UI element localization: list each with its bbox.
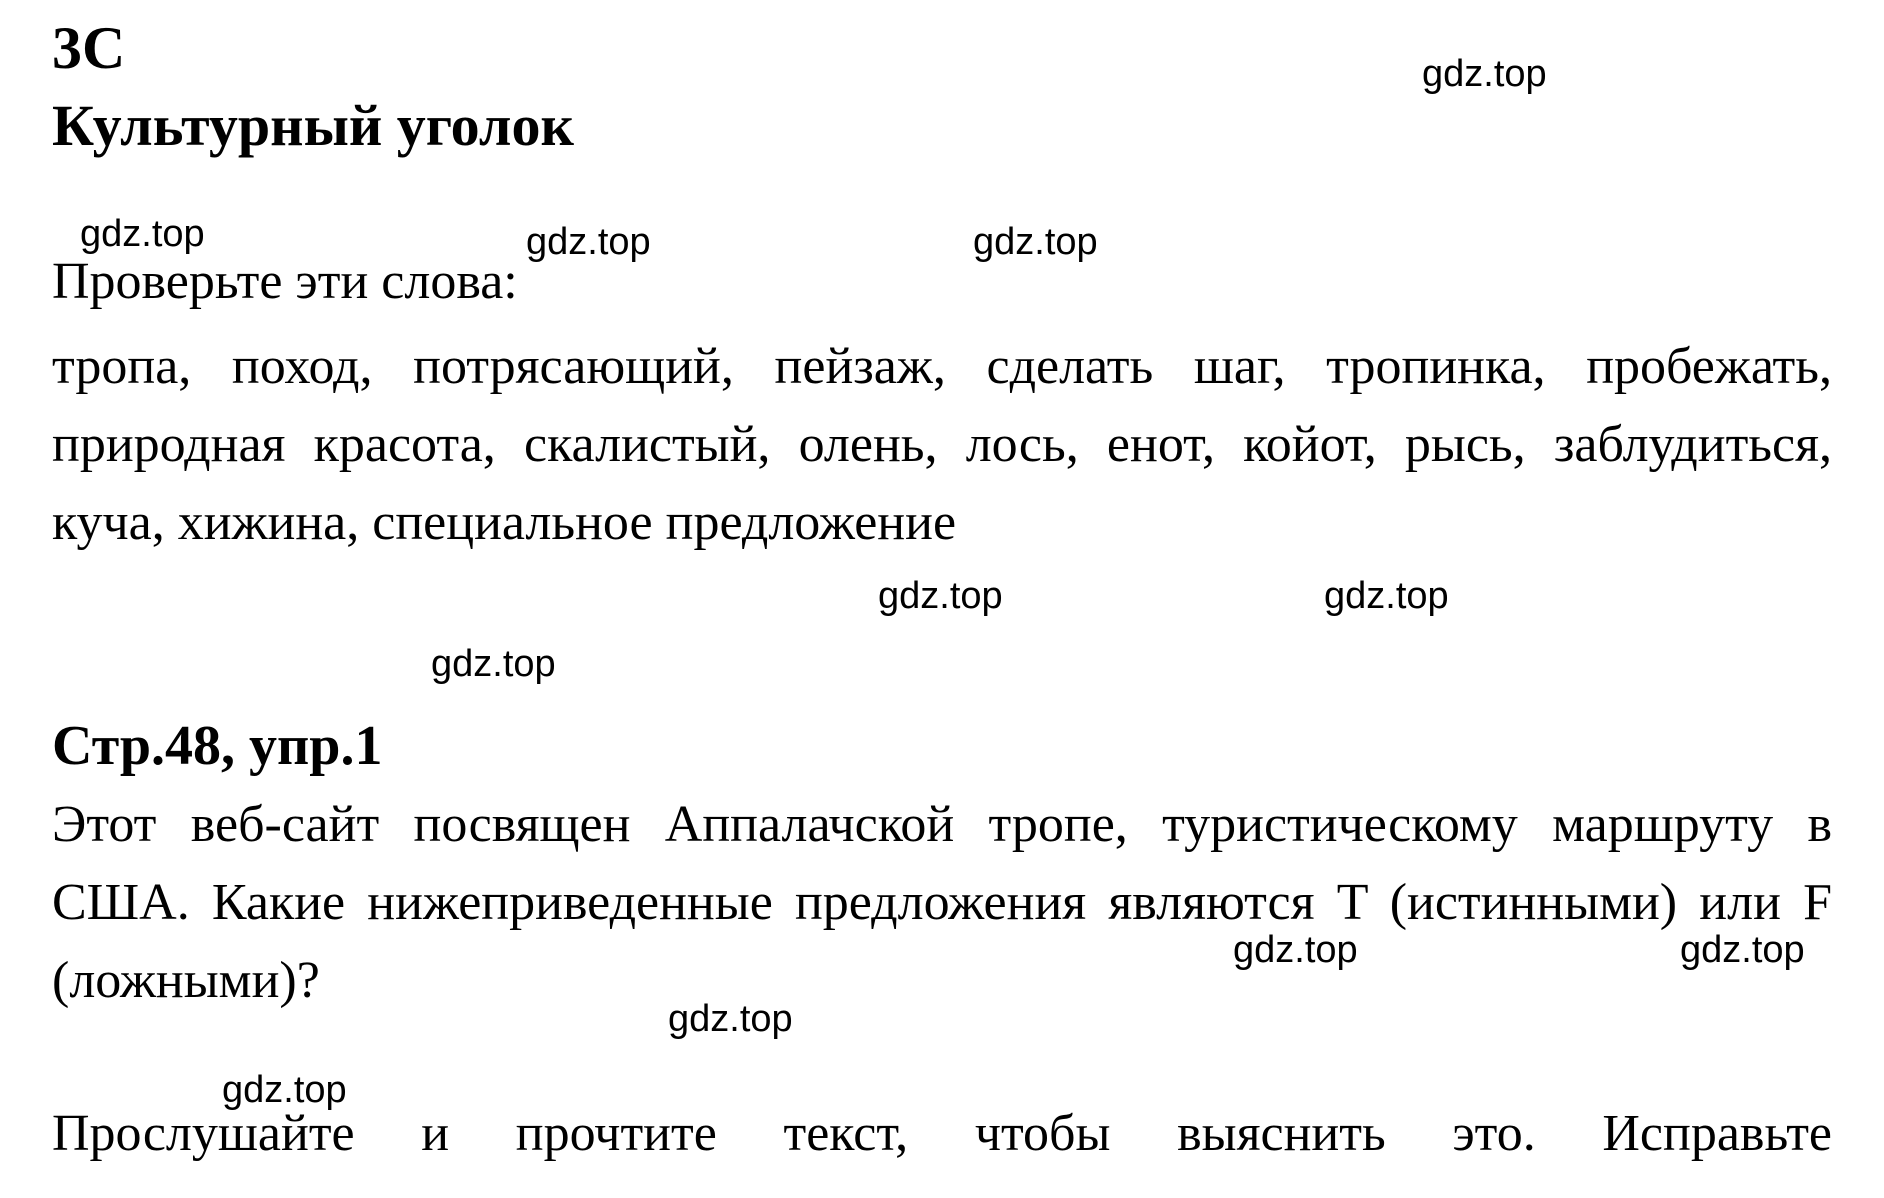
vocabulary-list: тропа, поход, потрясающий, пейзаж, сделать шаг, тропинка, пробежать, природная красота, скалистый, олень, лось, енот, койот, рысь, заблудиться, куча, хижина, специальное предложение [52,338,1832,551]
watermark: gdz.top [80,213,205,255]
watermark: gdz.top [1680,929,1805,971]
watermark: gdz.top [1324,575,1449,617]
exercise-heading: Стр.48, упр.1 [52,715,383,777]
vocabulary-intro: Проверьте эти слова: [52,253,518,310]
watermark: gdz.top [526,221,651,263]
watermark: gdz.top [1422,53,1547,95]
watermark: gdz.top [973,221,1098,263]
watermark: gdz.top [1233,929,1358,971]
watermark: gdz.top [222,1069,347,1111]
watermark: gdz.top [668,998,793,1040]
watermark: gdz.top [878,575,1003,617]
exercise-task-start: Прослушайте и прочтите текст, чтобы выяснить это. Исправьте [52,1105,1832,1162]
section-title: Культурный уголок [52,93,574,158]
section-code: 3C [52,15,126,81]
watermark: gdz.top [431,643,556,685]
exercise-text: Этот веб-сайт посвящен Аппалачской тропе, туристическому маршруту в США. Какие нижеприведенные предложения являются T (истинными) или F (ложными)? [52,796,1832,1009]
